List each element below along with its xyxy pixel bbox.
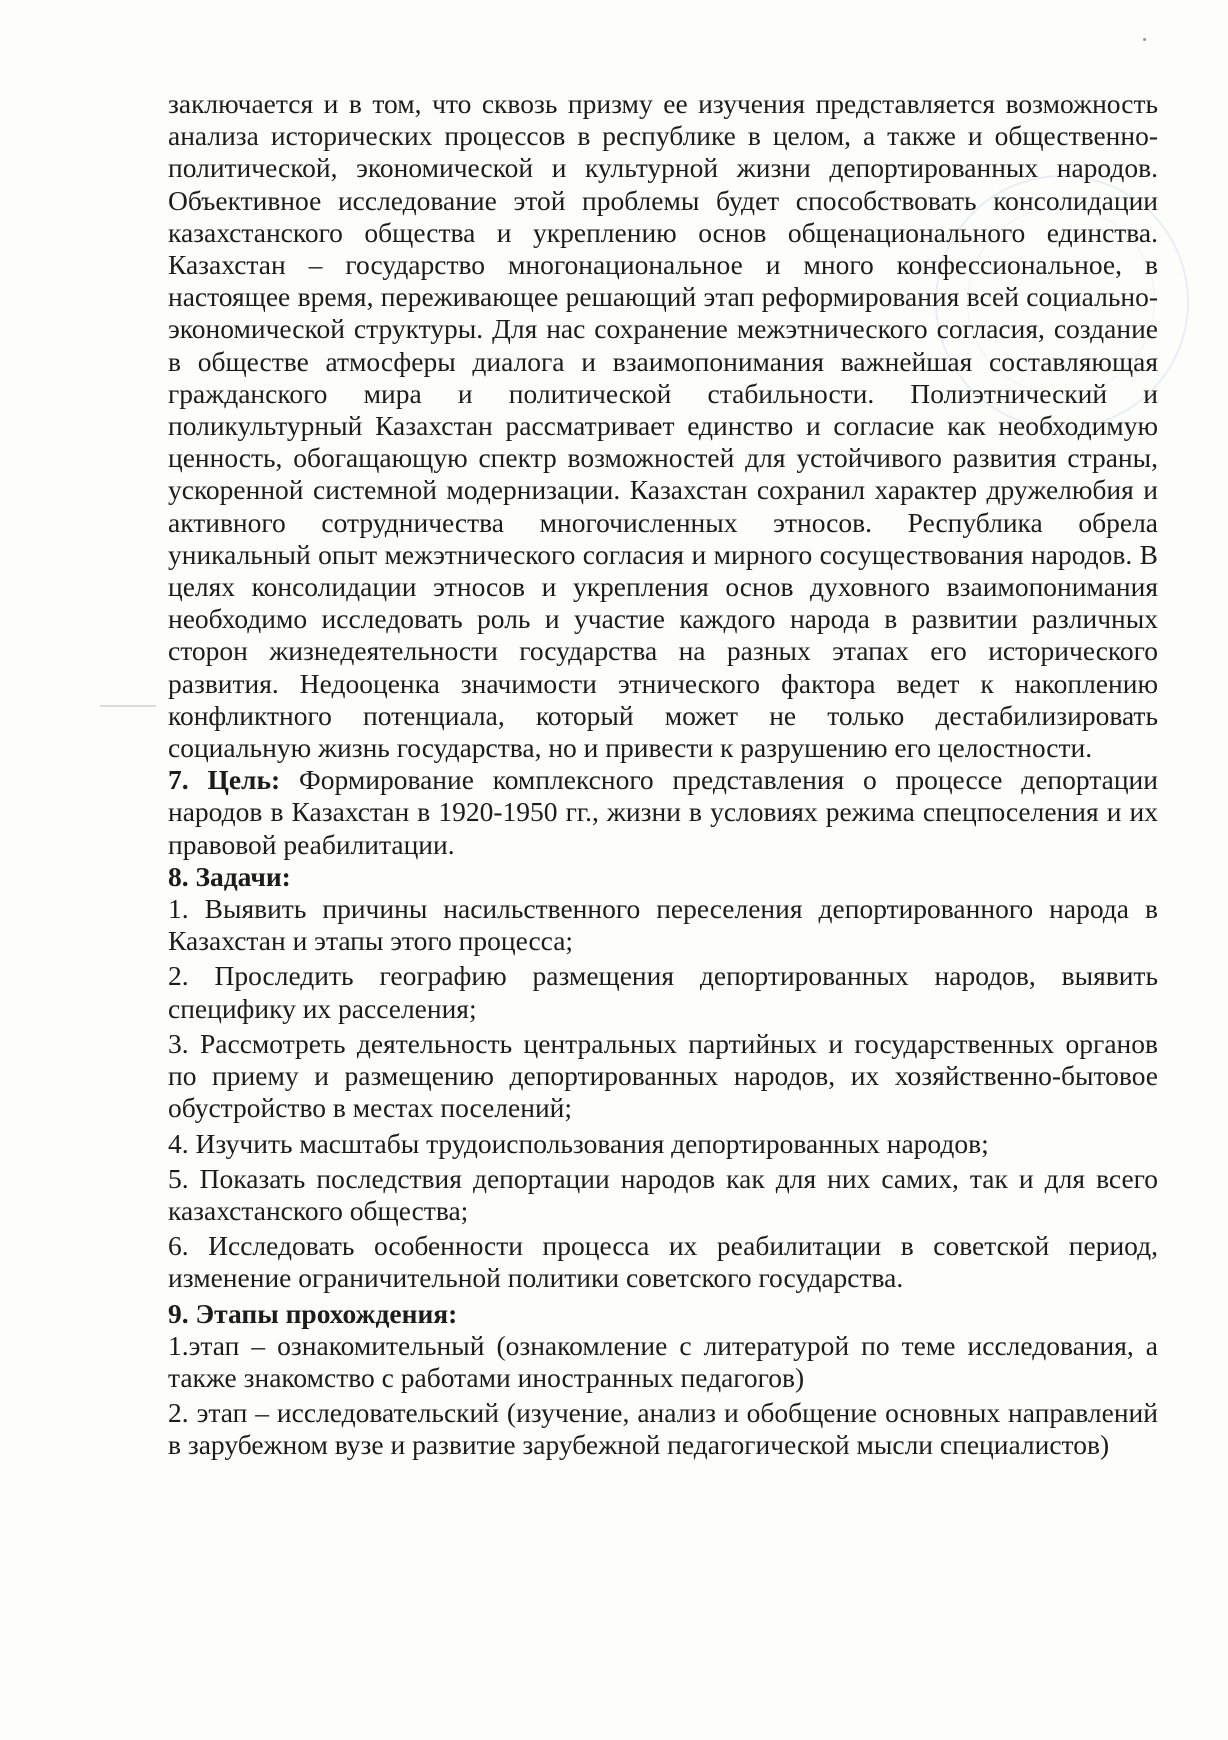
intro-paragraph: заключается и в том, что сквозь призму ее изучения представляется возможность анализа исторических процессов в республике в целом, а также и общественно-политической, экономической и культурной жизни депортированных народов. Объективное исследование этой проблемы будет способствовать консолидации казахстанского общества и укреплению основ общенационального единства. Казахстан – государство многонациональное и много конфессиональное, в настоящее время, переживающее решающий этап реформирования всей социально-экономической структуры. Для нас сохранение межэтнического согласия, создание в обществе атмосферы диалога и взаимопонимания важнейшая составляющая гражданского мира и политической стабильности. Полиэтнический и поликультурный Казахстан рассматривает единство и согласие как необходимую ценность, обогащающую спектр возможностей для устойчивого развития страны, ускоренной системной модернизации. Казахстан сохранил характер дружелюбия и активного сотрудничества многочисленных этносов. Республика обрела уникальный опыт межэтнического согласия и мирного сосуществования народов. В целях консолидации этносов и укрепления основ духовного взаимопонимания необходимо исследовать роль и участие каждого народа в развитии различных сторон жизнедеятельности государства на разных этапах его исторического развития. Недооценка значимости этнического фактора ведет к накоплению конфликтного потенциала, который может не только дестабилизировать социальную жизнь государства, но и привести к разрушению его целостности. (168, 88, 1158, 764)
task-item: 1. Выявить причины насильственного переселения депортированного народа в Казахстан и этапы этого процесса; (168, 893, 1158, 957)
task-item: 5. Показать последствия депортации народов как для них самих, так и для всего казахстанского общества; (168, 1162, 1158, 1226)
goal-section (168, 764, 1158, 861)
stage-item: 2. этап – исследовательский (изучение, анализ и обобщение основных направлений в зарубежном вузе и развитие зарубежной педагогической мысли специалистов) (168, 1397, 1158, 1461)
task-item: 2. Проследить географию размещения депортированных народов, выявить специфику их расселения; (168, 960, 1158, 1024)
tasks-heading: 8. Задачи: (168, 860, 291, 892)
task-item: 3. Рассмотреть деятельность центральных партийных и государственных органов по приему и размещению депортированных народов, их хозяйственно-бытовое обустройство в местах поселений; (168, 1027, 1158, 1124)
goal-text: Формирование комплексного представления о процессе депортации народов в Казахстан в 1920-1950 гг., жизни в условиях режима спецпоселения и их правовой реабилитации. (168, 764, 1158, 860)
stage-item: 1.этап – ознакомительный (ознакомление с литературой по теме исследования, а также знакомство с работами иностранных педагогов) (168, 1329, 1158, 1393)
document-body (168, 88, 1158, 1465)
task-item: 4. Изучить масштабы трудоиспользования депортированных народов; (168, 1127, 989, 1159)
task-item: 6. Исследовать особенности процесса их реабилитации в советской период, изменение ограничительной политики советского государства. (168, 1230, 1158, 1294)
stages-heading: 9. Этапы прохождения: (168, 1297, 458, 1329)
scan-margin-mark (100, 705, 156, 707)
goal-label: 7. Цель: (168, 764, 281, 796)
scan-speck (1143, 38, 1146, 41)
